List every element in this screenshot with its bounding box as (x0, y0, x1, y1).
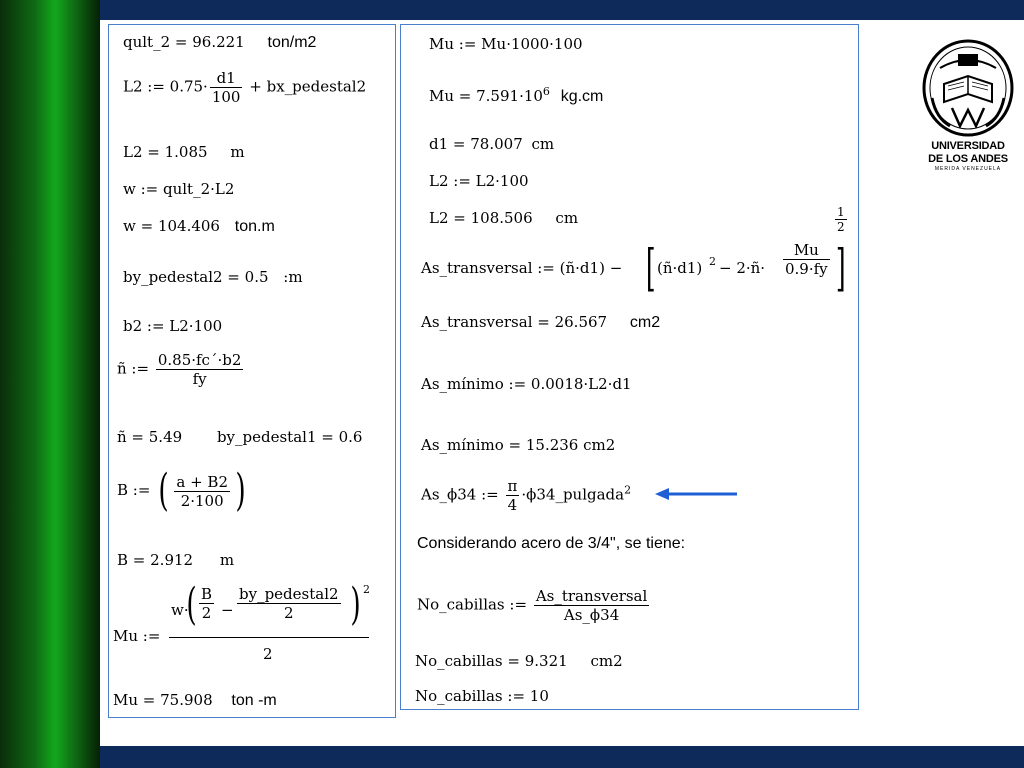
right-paren: ) (235, 465, 246, 516)
logo-location: MERIDA VENEZUELA (934, 166, 1002, 172)
L2-value-unit: cm (555, 209, 579, 227)
As-t-exponent-fraction (835, 205, 847, 234)
B-frac-num: a + B2 (176, 472, 228, 491)
left-calculation-panel (108, 24, 396, 718)
left-paren: ( (158, 465, 169, 516)
No-cabillas-result (415, 652, 623, 670)
by-pedestal1: by_pedestal1 = 0.6 (216, 428, 363, 446)
qult-unit: ton/m2 (267, 34, 317, 51)
w-definition: w := qult_2·L2 (123, 180, 235, 198)
As-phi-exp: 2 (624, 483, 632, 497)
pointer-arrow-icon (655, 487, 739, 501)
As-t-result-unit: cm2 (629, 314, 661, 331)
qult-value: qult_2 = 96.221 (123, 33, 245, 51)
Mu-value-unit: kg.cm (560, 88, 604, 105)
n-result: ñ = 5.49 (117, 428, 183, 446)
Mu-result-value: Mu = 75.908 (113, 691, 213, 709)
As-t-inner-a: (ñ·d1) (657, 259, 703, 277)
right-calculation-panel (400, 24, 859, 710)
Mu-def-left: Mu := (113, 627, 161, 645)
university-seal-icon (918, 38, 1018, 138)
Mu-value-base: Mu = 7.591·10 (429, 87, 543, 105)
As-phi-right: ·ϕ34_pulgada (521, 485, 625, 504)
logo-name-line1: UNIVERSIDAD (931, 140, 1005, 152)
logo-name-line2: DE LOS ANDES (928, 153, 1008, 165)
n-frac-num: 0.85·fc´·b2 (157, 351, 242, 369)
by-pedestal2-value: by_pedestal2 = 0.5 (123, 268, 269, 286)
L2-definition (123, 69, 366, 106)
No-cabillas-final: No_cabillas := 10 (415, 687, 549, 705)
No-cab-result-value: No_cabillas = 9.321 (415, 652, 568, 670)
As-t-frac-den: 0.9·fy (785, 260, 828, 278)
green-side-bar (0, 0, 100, 768)
Mu-value (429, 83, 603, 106)
by-pedestal2 (123, 268, 303, 286)
considerando-text: Considerando acero de 3/4", se tiene: (417, 535, 686, 552)
Mu-left-paren: ( (186, 579, 197, 630)
L2-conversion: L2 := L2·100 (429, 172, 529, 190)
As-phi-fraction (506, 477, 520, 514)
As-minimo-result: As_mínimo = 15.236 cm2 (421, 436, 616, 454)
As-minimo-definition: As_mínimo := 0.0018·L2·d1 (421, 375, 632, 393)
As-t-exp-num: 1 (837, 205, 845, 219)
L2-result-unit: m (230, 143, 245, 161)
Mu-def-outer-den: 2 (263, 645, 273, 663)
n-result-row (117, 428, 362, 446)
n-definition (117, 351, 245, 388)
L2-def-right: + bx_pedestal2 (249, 77, 367, 96)
L2-result (123, 143, 245, 161)
d1-value-num: d1 = 78.007 (429, 135, 523, 153)
L2-fraction (210, 69, 243, 106)
Mu-value-exp: 6 (542, 85, 550, 98)
d1-value (429, 135, 554, 153)
No-cab-num: As_transversal (535, 587, 648, 605)
qult-equation (123, 33, 316, 52)
n-fraction (156, 351, 244, 388)
As-phi34-definition (421, 477, 631, 514)
No-cab-den: As_ϕ34 (563, 606, 620, 624)
B-fraction (174, 473, 230, 510)
B-result-unit: m (219, 551, 235, 569)
B-result-value: B = 2.912 (117, 551, 194, 569)
Mu-B-den: 2 (201, 604, 212, 622)
w-result-unit: ton.m (234, 218, 275, 235)
No-cab-result-unit: cm2 (590, 652, 623, 670)
n-def-left: ñ := (117, 359, 150, 378)
L2-value (429, 209, 578, 227)
Mu-main-fraction-line (169, 637, 369, 638)
L2-frac-den: 100 (211, 88, 241, 106)
As-phi-left: As_ϕ34 := (421, 485, 499, 504)
w-result (123, 217, 275, 236)
Mu-def-minus: − (221, 601, 234, 619)
B-result (117, 551, 234, 569)
Mu-by-num: by_pedestal2 (239, 585, 339, 603)
Mu-def-exp: 2 (363, 583, 370, 596)
Mu-right-paren: ) (350, 579, 361, 630)
Mu-conversion: Mu := Mu·1000·100 (429, 35, 583, 53)
B-definition (117, 465, 249, 516)
As-t-exp-den: 2 (837, 220, 845, 234)
As-t-left-bracket: [ (645, 239, 656, 297)
As-t-frac-num: Mu (783, 241, 830, 260)
top-navy-strip (100, 0, 1024, 20)
As-phi-num: π (507, 477, 518, 495)
L2-result-value: L2 = 1.085 (123, 143, 208, 161)
L2-value-num: L2 = 108.506 (429, 209, 533, 227)
No-cabillas-definition (417, 587, 651, 624)
Mu-def-w: w· (171, 601, 189, 619)
Mu-B-num: B (201, 585, 213, 603)
Mu-result (113, 691, 277, 710)
As-t-right-bracket: ] (835, 239, 846, 297)
Mu-by-fraction (237, 585, 341, 622)
b2-definition: b2 := L2·100 (123, 317, 223, 335)
L2-def-left: L2 := 0.75· (123, 77, 208, 96)
As-t-left: As_transversal := (ñ·d1) − (421, 259, 623, 277)
L2-frac-num: d1 (210, 69, 243, 88)
As-t-inner-b: − 2·ñ· (719, 259, 766, 277)
No-cab-fraction (534, 587, 650, 624)
bottom-navy-strip (100, 746, 1024, 768)
B-frac-den: 2·100 (180, 491, 224, 510)
As-phi-den: 4 (507, 496, 518, 514)
B-def-left: B := (117, 481, 151, 499)
by-pedestal2-unit: :m (283, 268, 303, 286)
No-cab-left: No_cabillas := (417, 595, 528, 614)
As-t-inner-a-exp: 2 (709, 255, 716, 268)
n-frac-den: fy (192, 370, 207, 388)
d1-value-unit: cm (531, 135, 555, 153)
As-t-result-value: As_transversal = 26.567 (421, 313, 608, 331)
Mu-by-den: 2 (284, 604, 294, 622)
Mu-result-unit: ton -m (231, 692, 277, 709)
As-transversal-result (421, 313, 660, 332)
As-t-fraction (783, 241, 830, 278)
Mu-definition (113, 579, 383, 673)
w-result-value: w = 104.406 (123, 217, 220, 235)
Mu-B-fraction (199, 585, 214, 622)
